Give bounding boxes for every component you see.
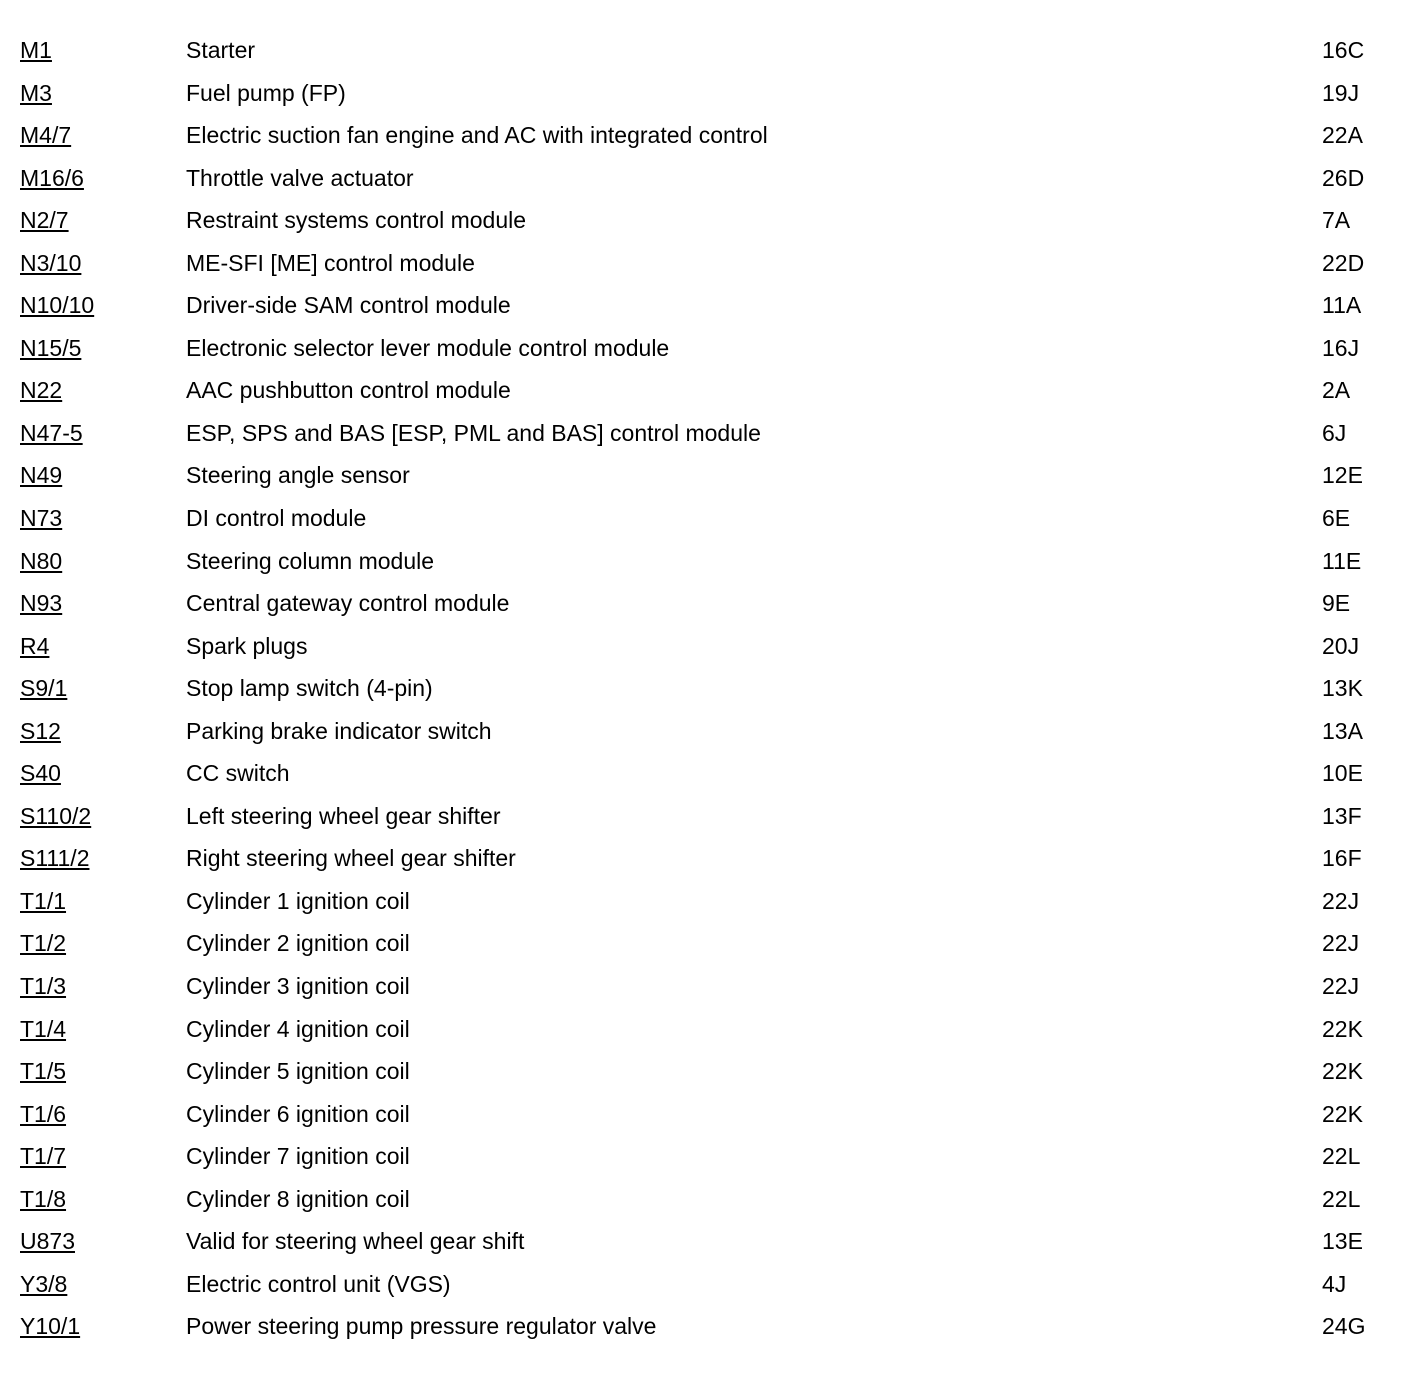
table-row [0,29,1408,72]
table-row [0,242,1408,285]
table-row [0,1263,1408,1306]
grid-reference: 13E [1322,1228,1363,1255]
component-description: Steering angle sensor [186,462,410,489]
grid-reference: 19J [1322,79,1360,106]
component-code-link[interactable]: S12 [20,717,61,744]
component-description: Power steering pump pressure regulator valve [186,1313,657,1340]
component-description: Cylinder 2 ignition coil [186,930,410,957]
component-code-link[interactable]: N3/10 [20,249,82,276]
grid-reference: 16C [1322,37,1365,63]
component-description: Restraint systems control module [186,207,527,234]
grid-reference: 22L [1322,1143,1361,1170]
component-code-link[interactable]: N22 [20,377,63,404]
table-row [0,284,1408,327]
component-description: Spark plugs [186,632,308,659]
grid-reference: 9E [1322,590,1351,617]
table-row [0,72,1408,115]
component-description: Right steering wheel gear shifter [186,845,516,872]
component-code-link[interactable]: U873 [20,1228,75,1255]
component-code-link[interactable]: N80 [20,547,63,574]
grid-reference: 26D [1322,164,1365,191]
component-description: Fuel pump (FP) [186,79,346,106]
table-row [0,1305,1408,1348]
component-description: Cylinder 6 ignition coil [186,1100,410,1127]
grid-reference: 22K [1322,1015,1363,1042]
component-description: Stop lamp switch (4-pin) [186,675,433,702]
grid-reference: 13A [1322,717,1363,744]
component-code-link[interactable]: S111/2 [20,845,90,872]
component-description: Driver-side SAM control module [186,292,511,319]
component-code-link[interactable]: T1/3 [20,973,67,1000]
grid-reference: 22L [1322,1185,1361,1212]
component-code-link[interactable]: S110/2 [20,802,92,829]
table-row [0,667,1408,710]
grid-reference: 22D [1322,249,1365,276]
table-row [0,497,1408,540]
table-row [0,114,1408,157]
grid-reference: 6J [1322,419,1347,446]
component-description: CC switch [186,760,290,787]
grid-reference: 2A [1322,377,1351,404]
component-code-link[interactable]: M4/7 [20,122,72,149]
component-code-link[interactable]: S40 [20,760,61,787]
component-description: Central gateway control module [186,590,510,617]
table-row [0,625,1408,668]
grid-reference: 16F [1322,845,1362,872]
component-code-link[interactable]: S9/1 [20,675,68,702]
component-code-link[interactable]: N93 [20,590,63,617]
table-row [0,199,1408,242]
grid-reference: 13K [1322,675,1363,702]
component-description: Cylinder 5 ignition coil [186,1058,410,1085]
table-row [0,1093,1408,1136]
component-code-link[interactable]: T1/2 [20,930,67,957]
component-description: Valid for steering wheel gear shift [186,1228,525,1255]
component-description: Cylinder 3 ignition coil [186,973,410,1000]
grid-reference: 4J [1322,1270,1347,1297]
grid-reference: 24G [1322,1313,1366,1340]
table-row [0,752,1408,795]
component-code-link[interactable]: T1/5 [20,1058,67,1085]
table-row [0,412,1408,455]
component-description: Cylinder 4 ignition coil [186,1015,410,1042]
component-description: DI control module [186,505,367,532]
grid-reference: 22K [1322,1058,1363,1085]
component-description: Cylinder 8 ignition coil [186,1185,410,1212]
grid-reference: 13F [1322,802,1362,829]
grid-reference: 11A [1322,292,1362,319]
grid-reference: 22A [1322,122,1363,149]
component-code-link[interactable]: M1 [20,37,52,63]
component-legend-table [0,29,1408,1348]
table-row [0,922,1408,965]
table-row [0,157,1408,200]
component-code-link[interactable]: M16/6 [20,164,84,191]
table-row [0,795,1408,838]
component-code-link[interactable]: T1/1 [20,887,67,914]
table-row [0,837,1408,880]
grid-reference: 22J [1322,887,1360,914]
component-description: Electronic selector lever module control module [186,334,670,361]
component-description: Electric suction fan engine and AC with integrated control [186,122,768,149]
component-description: ME-SFI [ME] control module [186,249,475,276]
table-row [0,1050,1408,1093]
component-code-link[interactable]: R4 [20,632,50,659]
component-code-link[interactable]: T1/4 [20,1015,67,1042]
component-code-link[interactable]: T1/8 [20,1185,67,1212]
component-description: Cylinder 7 ignition coil [186,1143,410,1170]
table-row [0,582,1408,625]
table-row [0,369,1408,412]
component-description: Throttle valve actuator [186,164,414,191]
table-row [0,1178,1408,1221]
component-description: Steering column module [186,547,435,574]
component-code-link[interactable]: N15/5 [20,334,82,361]
component-code-link[interactable]: N47-5 [20,419,83,446]
component-description: Left steering wheel gear shifter [186,802,501,829]
component-code-link[interactable]: T1/7 [20,1143,67,1170]
table-row [0,327,1408,370]
table-row [0,1008,1408,1051]
component-description: ESP, SPS and BAS [ESP, PML and BAS] control module [186,419,761,446]
grid-reference: 22K [1322,1100,1363,1127]
component-code-link[interactable]: N10/10 [20,292,95,319]
component-description: Starter [186,37,256,63]
table-row [0,710,1408,753]
grid-reference: 10E [1322,760,1363,787]
component-code-link[interactable]: N49 [20,462,63,489]
table-row [0,880,1408,923]
grid-reference: 22J [1322,973,1360,1000]
component-code-link[interactable]: Y3/8 [20,1270,68,1297]
component-code-link[interactable]: M3 [20,79,52,106]
table-row [0,540,1408,583]
component-code-link[interactable]: N73 [20,505,63,532]
component-code-link[interactable]: Y10/1 [20,1313,81,1340]
component-code-link[interactable]: T1/6 [20,1100,67,1127]
table-row [0,1220,1408,1263]
table-row [0,1135,1408,1178]
table-row [0,965,1408,1008]
grid-reference: 7A [1322,207,1351,234]
grid-reference: 11E [1322,547,1362,574]
table-row [0,454,1408,497]
grid-reference: 6E [1322,505,1351,532]
grid-reference: 12E [1322,462,1363,489]
grid-reference: 16J [1322,334,1360,361]
component-description: Cylinder 1 ignition coil [186,887,410,914]
component-description: Parking brake indicator switch [186,717,492,744]
component-description: Electric control unit (VGS) [186,1270,451,1297]
component-description: AAC pushbutton control module [186,377,511,404]
grid-reference: 20J [1322,632,1360,659]
grid-reference: 22J [1322,930,1360,957]
component-code-link[interactable]: N2/7 [20,207,69,234]
